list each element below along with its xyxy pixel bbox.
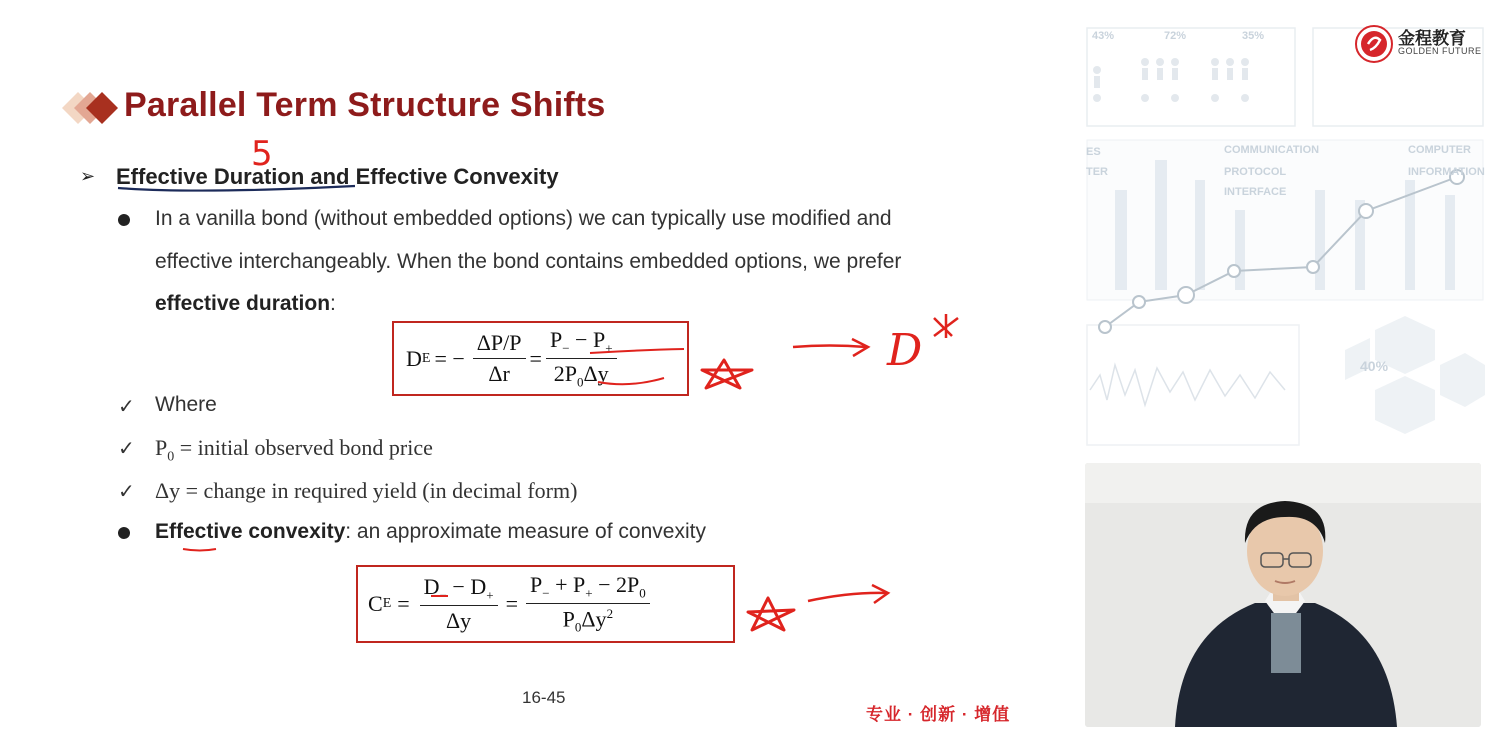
paragraph1-bold: effective duration	[155, 292, 331, 315]
check-where: Where	[155, 393, 217, 416]
paragraph1-end: :	[330, 292, 336, 315]
duration-fraction-2: $\frac{P_- - P_+}{2P_0\Delta y}$	[546, 327, 617, 391]
slide-title: Parallel Term Structure Shifts	[124, 86, 606, 124]
logo-text-cn: 金程教育	[1398, 29, 1466, 48]
arrow-bullet-icon: ➢	[80, 166, 96, 186]
ink-asterisk-icon	[934, 314, 958, 338]
check-icon: ✓	[118, 396, 135, 418]
paragraph2-text: : an approximate measure of convexity	[345, 520, 706, 543]
ink-letter-d: D	[887, 325, 923, 376]
logo-text-en: GOLDEN FUTURE	[1398, 46, 1482, 56]
check-delta-y: Δy = change in required yield (in decimal form)	[155, 478, 578, 503]
ink-arrow-icon	[793, 346, 866, 348]
subheading: Effective Duration and Effective Convexity	[116, 164, 559, 189]
ink-arrow-icon	[808, 593, 886, 601]
duration-equals-2: =	[529, 345, 542, 371]
check-icon: ✓	[118, 481, 135, 503]
presenter-figure	[1085, 463, 1481, 727]
bg-label: TER	[1086, 166, 1108, 178]
check-p0: $P_0$ = initial observed bond price	[155, 435, 433, 465]
bg-label: 35%	[1242, 30, 1265, 42]
ink-star-icon	[748, 598, 794, 630]
paragraph2-bold: Effective convexity	[155, 520, 346, 543]
duration-frac1-den: Δr	[488, 361, 510, 386]
check-icon: ✓	[118, 438, 135, 460]
bg-label: INFORMATION	[1408, 166, 1485, 178]
bg-label: 43%	[1092, 30, 1115, 42]
bg-label: COMPUTER	[1408, 144, 1471, 156]
convexity-formula: C E = $\frac{D_- - D_+}{\Delta y}$ = $\frac{P_- + P_+ - 2P_0}{P_0\Delta y^2}$	[358, 567, 733, 641]
ink-star-icon	[702, 360, 752, 388]
ink-underline-numerator	[590, 349, 684, 353]
slogan: 专业 · 创新 · 增值	[866, 705, 1011, 724]
golden-future-logo-icon	[1354, 24, 1394, 64]
duration-frac1-num: ΔP/P	[473, 330, 526, 359]
bg-label: PROTOCOL	[1224, 166, 1287, 178]
ink-dash-underline	[183, 549, 216, 551]
paragraph1-text: In a vanilla bond (without embedded options) we can typically use modified and effective interchangeably. When the bond contains embedded options, we prefer	[155, 207, 902, 273]
duration-lhs: D	[406, 345, 422, 371]
presenter-video[interactable]	[1085, 463, 1481, 727]
decorative-infographic-background	[1085, 20, 1485, 450]
ink-number-five: 5	[251, 134, 273, 174]
bg-label: ES	[1086, 146, 1101, 158]
convexity-fraction-1: $\frac{D_- - D_+}{\Delta y}$	[420, 574, 498, 634]
page-number: 16-45	[522, 688, 566, 707]
bg-label: INTERFACE	[1224, 186, 1287, 198]
duration-equals: = −	[434, 345, 465, 371]
ink-underline-denominator	[598, 378, 664, 384]
convexity-fraction-2: $\frac{P_- + P_+ - 2P_0}{P_0\Delta y^2}$	[526, 572, 650, 636]
bg-label: COMMUNICATION	[1224, 144, 1320, 156]
ink-underline-subheading	[118, 186, 355, 191]
bg-label: 72%	[1164, 30, 1187, 42]
bg-label: 40%	[1360, 358, 1389, 374]
duration-lhs-sup: E	[421, 350, 431, 366]
